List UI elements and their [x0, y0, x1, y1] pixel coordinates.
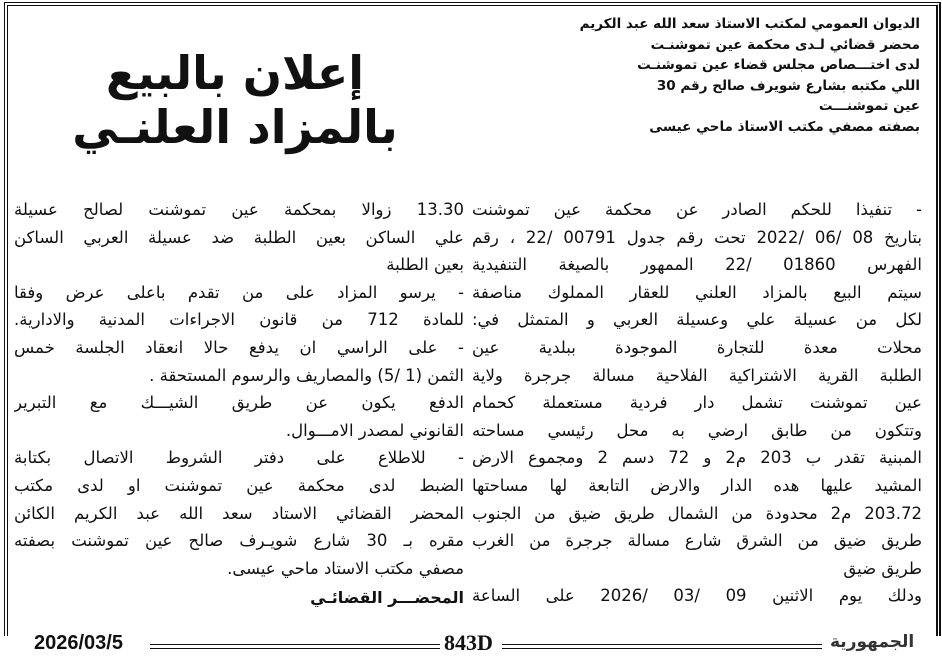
text-line: الثمن (1 /5) والمصاريف والرسوم المستحقة . — [149, 365, 464, 385]
text-line: محلات معدة للتجارة الموجودة ببلدية عين — [472, 337, 922, 357]
text-line: الطلبة القرية الاشتراكية الفلاحية مسالة جرجرة ولاية — [472, 365, 922, 385]
title-line-2: بالمزاد العلنـي — [72, 100, 398, 154]
bailiff-header — [550, 14, 920, 137]
footer-rule — [502, 644, 822, 649]
header-line: الديوان العمومي لمكتب الاستاذ سعد الله عبد الكريم — [579, 16, 920, 32]
left-column — [14, 196, 464, 612]
signature: المحضـــر القضائـي — [310, 588, 464, 608]
newspaper-logo: الجمهورية — [830, 632, 915, 652]
header-line: بصفته مصفي مكتب الاستاذ ماحي عيسى — [649, 118, 920, 135]
header-line: لدى اختـــصاص مجلس قضاء عين تموشنـت — [637, 57, 920, 73]
text-line: وتتكون من طابق ارضي به محل رئيسي مساحته — [472, 420, 922, 440]
title-line-1: إعلان بالبيع — [105, 46, 365, 100]
text-line: الفهرس 01860 /22 الممهور بالصيغة التنفيدية — [472, 255, 922, 275]
page-footer — [0, 630, 942, 660]
text-line: مصفي مكتب الاستاد ماحي عيسى. — [227, 558, 464, 578]
text-line: القانوني لمصدر الامـــوال. — [285, 420, 464, 440]
right-column — [472, 196, 922, 610]
text-line: - تنفيذا للحكم الصادر عن محكمة عين تموشنت — [472, 200, 922, 219]
text-line: للمادة 712 من قانون الاجراءات المدنية والادارية. — [14, 310, 464, 330]
text-line: طريق ضيق — [843, 558, 922, 578]
text-line: طريق ضيق من الشرق شارع مسالة جرجرة من الغرب — [472, 531, 922, 551]
text-line: - يرسو المزاد على من تقدم باعلى عرض وفقا — [14, 282, 464, 302]
header-line: اللي مكتبه بشارع شويرف صالح رقم 30 — [656, 77, 920, 94]
text-line: سيتم البيع بالمزاد العلني للعقار المملوك مناصفة — [472, 282, 922, 302]
text-line: المشيد عليها هده الدار والارض التابعة لها مساحتها — [472, 475, 922, 495]
page-code: 843D — [444, 630, 493, 655]
text-line: 203.72 م2 محدودة من الشمال طريق ضيق من الجنوب — [472, 503, 922, 523]
text-line: عين تموشنت تشمل دار فردية مستعملة كحمام — [472, 393, 922, 413]
text-line: 13.30 زوالا بمحكمة عين تموشنت لصالح عسيلة — [14, 200, 464, 219]
text-line: الدفع يكون عن طريق الشيـــك مع التبرير — [14, 393, 464, 413]
text-line: علي الساكن بعين الطلبة ضد عسيلة العربي الساكن — [14, 227, 464, 247]
footer-rule — [150, 644, 440, 649]
text-line: لكل من عسيلة علي وعسيلة العربي و المتمثل في: — [472, 310, 922, 330]
header-line: محضر قضائي لـدى محكمة عين تموشنـت — [650, 36, 920, 53]
text-line: - على الراسي ان يدفع حالا انعقاد الجلسة خمس — [14, 337, 464, 357]
issue-date: 2026/03/5 — [34, 632, 123, 654]
text-line: المحضر القضائي الاستاد سعد الله عبد الكريم الكائن — [14, 503, 464, 523]
text-line: مقره بـ 30 شارع شويـرف صالح عين تموشنت بصفته — [14, 531, 464, 551]
header-line: عين تموشنـــت — [818, 98, 920, 114]
text-line: - للاطلاع على دفتر الشروط الاتصال بكتابة — [14, 448, 464, 468]
text-line: المبنية تقدر ب 203 م2 و 72 دسم 2 ومجموع الارض — [472, 448, 922, 468]
text-line: بتاريخ 08 /06 /2022 تحت رقم جدول 00791 /22 ، رقم — [472, 227, 922, 247]
text-line: بعين الطلبة — [386, 255, 464, 275]
text-line: الضبط لدى محكمة عين تموشنت او لدى مكتب — [14, 475, 464, 495]
text-line: ودلك يوم الاثنين 09 /03 /2026 على الساعة — [472, 586, 922, 606]
notice-title — [70, 46, 400, 154]
